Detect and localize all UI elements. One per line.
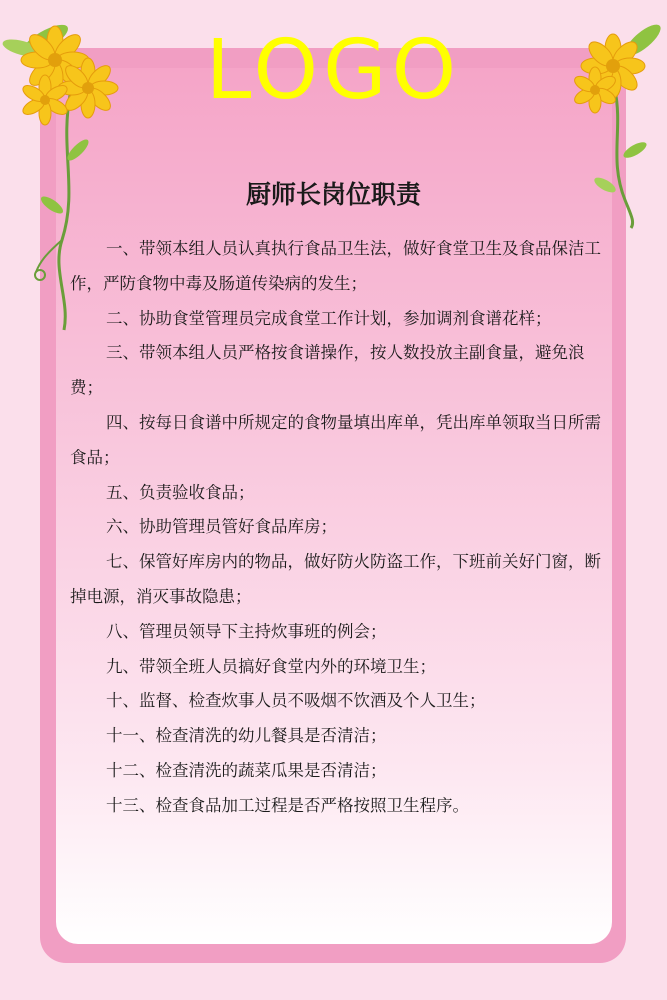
duties-list <box>70 232 602 824</box>
list-item: 三、带领本组人员严格按食谱操作，按人数投放主副食量，避免浪费； <box>70 343 585 398</box>
list-item: 九、带领全班人员搞好食堂内外的环境卫生； <box>106 656 436 676</box>
list-item: 四、按每日食谱中所规定的食物量填出库单，凭出库单领取当日所需食品； <box>70 412 601 467</box>
page-title: 厨师长岗位职责 <box>245 180 421 209</box>
list-item: 六、协助管理员管好食品库房； <box>106 517 337 537</box>
list-item: 一、带领本组人员认真执行食品卫生法，做好食堂卫生及食品保洁工作，严防食物中毒及肠道传染病的发生； <box>70 239 601 293</box>
list-item: 八、管理员领导下主持炊事班的例会； <box>106 621 387 641</box>
list-item: 十一、检查清洗的幼儿餐具是否清洁； <box>106 726 387 746</box>
list-item: 七、保管好库房内的物品，做好防火防盗工作，下班前关好门窗，断掉电源，消灭事故隐患； <box>70 552 601 606</box>
list-item: 十二、检查清洗的蔬菜瓜果是否清洁； <box>106 760 387 780</box>
list-item: 五、负责验收食品； <box>106 482 255 502</box>
logo: LOGO <box>205 23 462 118</box>
list-item: 十三、检查食品加工过程是否严格按照卫生程序。 <box>106 795 469 815</box>
list-item: 二、协助食堂管理员完成食堂工作计划，参加调剂食谱花样； <box>106 308 552 328</box>
list-item: 十、监督、检查炊事人员不吸烟不饮酒及个人卫生； <box>106 691 486 711</box>
